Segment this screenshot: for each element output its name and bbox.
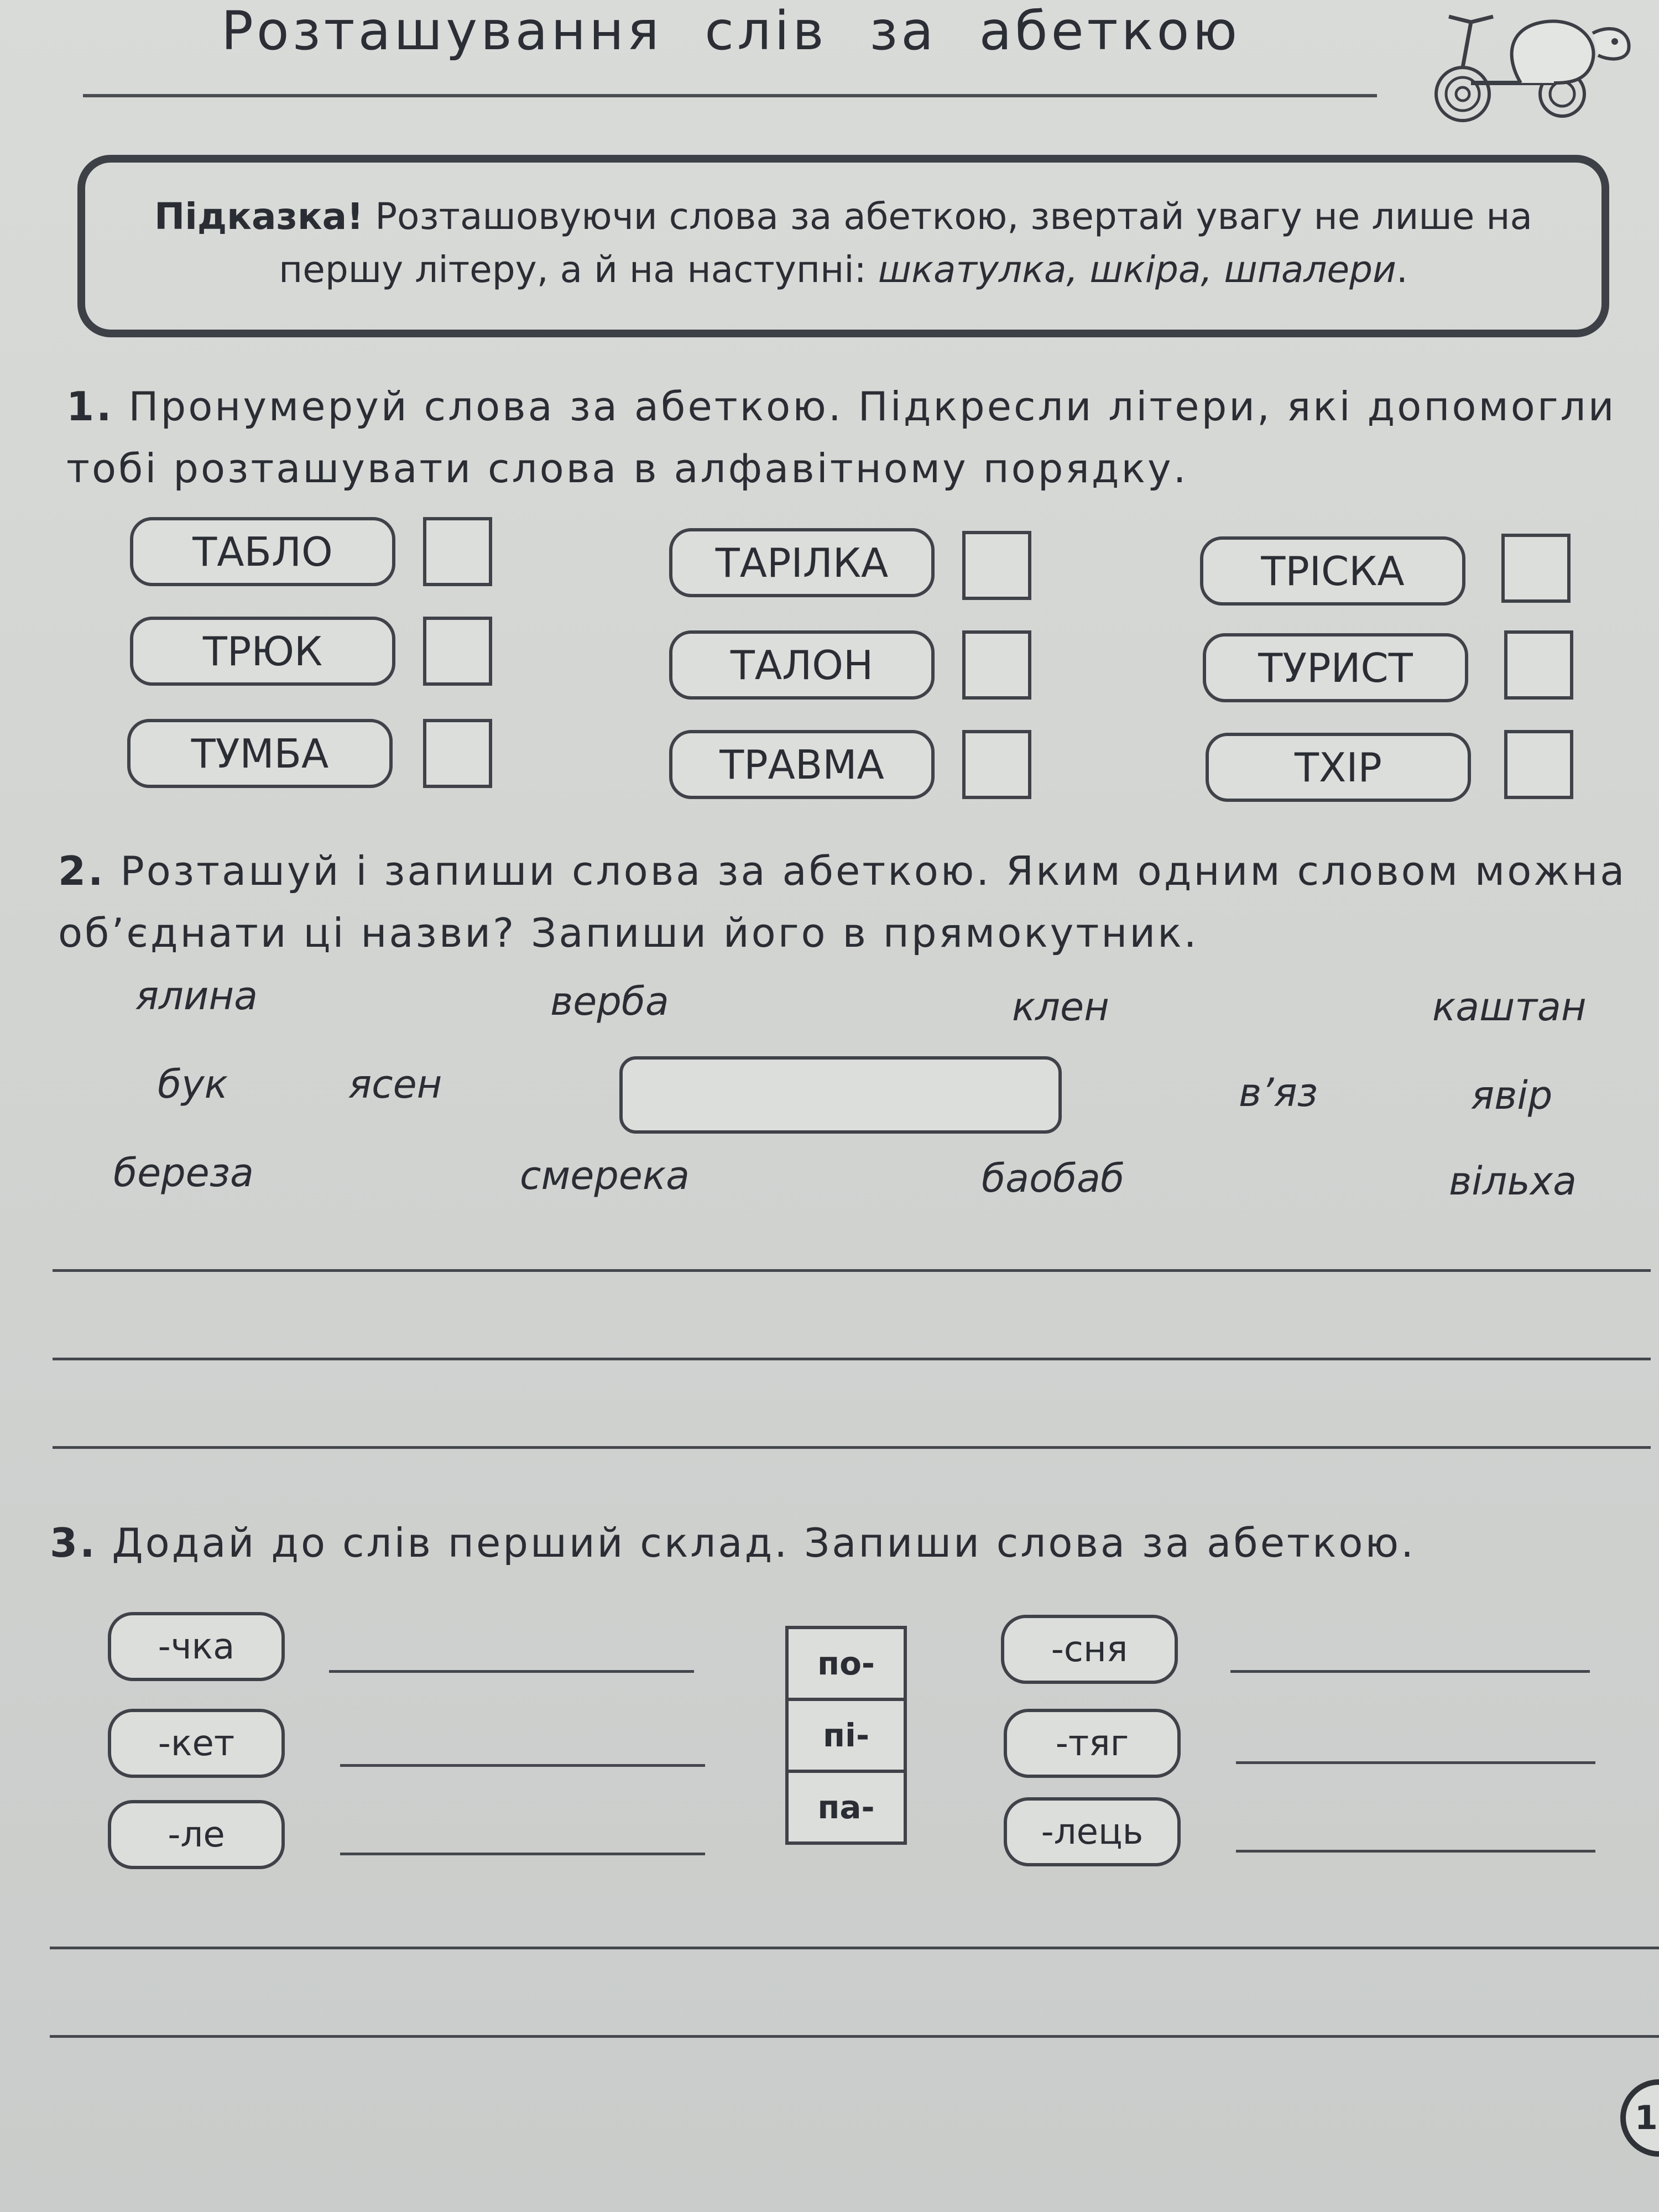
answer-line[interactable] [1236, 1850, 1595, 1853]
number-square[interactable] [423, 719, 492, 788]
word-box: ТУМБА [127, 719, 393, 788]
word-box: ТАЛОН [669, 630, 935, 700]
tree-word: явір [1471, 1073, 1553, 1118]
tree-word: ялина [135, 973, 258, 1019]
number-square[interactable] [962, 730, 1031, 799]
title-underline [83, 94, 1377, 97]
ending-box: -тяг [1004, 1709, 1181, 1778]
tree-word: клен [1012, 984, 1109, 1030]
task-3-number: 3. [50, 1520, 97, 1566]
tree-word: береза [113, 1150, 254, 1196]
writing-line[interactable] [50, 2035, 1659, 2038]
writing-line[interactable] [50, 1947, 1659, 1949]
answer-line[interactable] [340, 1853, 705, 1855]
task-3-instruction [50, 1512, 1642, 1574]
writing-line[interactable] [53, 1358, 1651, 1360]
hint-examples: шкатулка, шкіра, шпалери [878, 248, 1396, 291]
kid-on-scooter-icon [1410, 0, 1642, 127]
hint-end: . [1396, 248, 1408, 291]
page-number-badge: 1 [1620, 2079, 1659, 2157]
ending-box: -ле [108, 1800, 285, 1869]
word-box: ТРІСКА [1200, 536, 1465, 606]
answer-rectangle[interactable] [619, 1056, 1062, 1134]
answer-line[interactable] [329, 1670, 694, 1673]
number-square[interactable] [1501, 534, 1571, 603]
answer-line[interactable] [340, 1764, 705, 1767]
ending-box: -чка [108, 1612, 285, 1681]
word-box: ТАБЛО [130, 517, 395, 586]
page-title: Розташування слів за абеткою [221, 0, 1241, 62]
task-1-number: 1. [66, 383, 114, 430]
tree-word: бук [158, 1062, 228, 1107]
word-box: ТРАВМА [669, 730, 935, 799]
hint-text: Розташовуючи слова за абеткою, звертай увагу не лише на першу літеру, а й на наступні: [279, 195, 1532, 291]
tree-word: ясен [348, 1062, 442, 1107]
hint-box [77, 155, 1609, 337]
number-square[interactable] [962, 630, 1031, 700]
syllable-cell: по- [787, 1627, 905, 1699]
writing-line[interactable] [53, 1269, 1651, 1272]
ending-box: -сня [1001, 1615, 1178, 1684]
tree-word: смерека [520, 1153, 690, 1198]
writing-line[interactable] [53, 1446, 1651, 1449]
answer-line[interactable] [1236, 1761, 1595, 1764]
task-1-text: Пронумеруй слова за абеткою. Підкресли літери, які допомогли тобі розташувати слова в алфавітному порядку. [66, 383, 1616, 492]
ending-box: -лець [1004, 1797, 1181, 1866]
syllable-table [785, 1626, 907, 1845]
tree-word: верба [550, 979, 669, 1024]
syllable-cell: па- [787, 1771, 905, 1843]
tree-word: вільха [1449, 1159, 1577, 1204]
word-box: ТРЮК [130, 617, 395, 686]
task-1-instruction [66, 376, 1631, 499]
tree-word: в’яз [1239, 1070, 1318, 1115]
number-square[interactable] [1504, 630, 1573, 700]
number-square[interactable] [423, 617, 492, 686]
task-3-text: Додай до слів перший склад. Запиши слова за абеткою. [112, 1520, 1416, 1566]
number-square[interactable] [423, 517, 492, 586]
tree-word: каштан [1432, 984, 1587, 1030]
ending-box: -кет [108, 1709, 285, 1778]
tree-word: баобаб [982, 1156, 1125, 1201]
syllable-cell: пі- [787, 1699, 905, 1771]
number-square[interactable] [962, 531, 1031, 600]
word-box: ТАРІЛКА [669, 528, 935, 597]
task-2-number: 2. [58, 848, 106, 894]
answer-line[interactable] [1230, 1670, 1590, 1673]
task-2-text: Розташуй і запиши слова за абеткою. Яким одним словом можна об’єднати ці назви? Запиши його в прямокутник. [58, 848, 1627, 956]
word-box: ТХІР [1206, 733, 1471, 802]
task-2-instruction [58, 841, 1640, 964]
number-square[interactable] [1504, 730, 1573, 799]
word-box: ТУРИСТ [1203, 633, 1468, 702]
hint-label: Підказка! [154, 195, 364, 238]
